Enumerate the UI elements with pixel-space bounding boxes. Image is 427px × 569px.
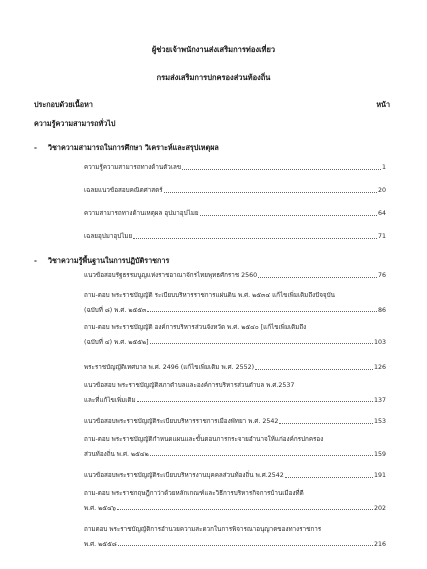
document-subtitle: กรมส่งเสริมการปกครองส่วนท้องถิ่น <box>156 73 271 82</box>
toc-entry-page: 103 <box>373 338 386 346</box>
leader-dots <box>255 369 373 370</box>
toc-entry-page: 76 <box>377 272 386 279</box>
toc-entry-page: 1 <box>381 164 386 171</box>
toc-entry-title-cont: ส่วนท้องถิ่น พ.ศ. ๒๕๔๒ <box>84 450 149 458</box>
subsection-public-admin <box>34 256 169 267</box>
toc-entry[interactable] <box>84 324 386 346</box>
toc-entry[interactable] <box>84 364 386 372</box>
toc-entry-title: แนวข้อสอบพระราชบัญญัติระเบียบบริหารงานบุคคลส่วนท้องถิ่น พ.ศ.2542 <box>84 472 284 479</box>
leader-dots <box>118 545 373 546</box>
toc-entry-page: 153 <box>373 418 386 425</box>
leader-dots <box>137 401 373 402</box>
leader-dots <box>117 509 373 510</box>
toc-entry[interactable] <box>84 490 386 512</box>
toc-entry-title: ถาม-ตอบ พระราชกฤษฎีกาว่าด้วยหลักเกณฑ์และวิธีการบริหารกิจการบ้านเมืองที่ดี <box>84 490 304 497</box>
toc-entry[interactable] <box>84 210 386 218</box>
contents-header <box>34 100 390 111</box>
document-title: ผู้ช่วยเจ้าพนักงานส่งเสริมการท่องเที่ยว <box>151 45 276 54</box>
leader-dots <box>147 311 377 312</box>
toc-entry-title-cont: (ฉบับที่ ๘) พ.ศ. ๒๕๕๓ <box>84 306 147 314</box>
toc-entry-title: แนวข้อสอบรัฐธรรมนูญแห่งราชอาณาจักรไทยพุทธศักราช 2560 <box>84 272 258 279</box>
toc-entry-title: ความรู้ความสามารถทางด้านตัวเลข <box>84 164 182 171</box>
toc-entry-title: แนวข้อสอบ พระราชบัญญัติสภาตำบลและองค์การบริหารส่วนตำบล พ.ศ.2537 <box>84 382 295 389</box>
leader-dots <box>133 238 377 239</box>
toc-entry-page: 191 <box>373 472 386 479</box>
toc-entry-page: 71 <box>377 233 386 240</box>
bullet: - <box>34 256 37 265</box>
leader-dots <box>200 215 377 216</box>
toc-entry-page: 202 <box>373 504 386 512</box>
subsection-analysis-label: วิชาความสามารถในการศึกษา วิเคราะห์และสรุปเหตุผล <box>48 143 219 152</box>
toc-entry-title-cont: และที่แก้ไขเพิ่มเติม <box>84 396 136 404</box>
toc-entry-title: เฉลยแนวข้อสอบคณิตศาสตร์ <box>84 187 163 194</box>
toc-entry-page: 20 <box>377 187 386 194</box>
toc-entry-title: ถาม-ตอบ พระราชบัญญัติ ระเบียบบริหารราชการแผ่นดิน พ.ศ. ๒๕๓๔ แก้ไขเพิ่มเติมถึงปัจจุบัน <box>84 292 335 299</box>
toc-entry-page: 159 <box>373 450 386 458</box>
toc-entry[interactable] <box>84 436 386 458</box>
toc-entry-page: 137 <box>373 396 386 404</box>
toc-entry-page: 64 <box>377 210 386 217</box>
leader-dots <box>150 455 373 456</box>
toc-entry-title-cont: พ.ศ. ๒๕๔๖ <box>84 504 116 512</box>
leader-dots <box>150 343 373 344</box>
toc-entry-title-cont: พ.ศ. ๒๕๕๘ <box>84 540 117 548</box>
toc-entry-page: 126 <box>373 364 386 371</box>
page-column-label: หน้า <box>376 100 390 109</box>
leader-dots <box>258 277 377 278</box>
toc-entry-title: ความสามารถทางด้านเหตุผล อุปมาอุปไมย <box>84 210 199 217</box>
toc-entry[interactable] <box>84 292 386 314</box>
toc-entry-title: ถาม-ตอบ พระราชบัญญัติกำหนดแผนและขั้นตอนการกระจายอำนาจให้แก่องค์กรปกครอง <box>84 436 324 443</box>
section-general: ความรู้ความสามารถทั่วไป <box>34 119 116 128</box>
toc-entry[interactable] <box>84 418 386 426</box>
toc-entry[interactable] <box>84 164 386 172</box>
leader-dots <box>285 477 373 478</box>
toc-entry-title: ถามตอบ พระราชบัญญัติการอำนวยความสะดวกในการพิจารณาอนุญาตของทางราชการ <box>84 526 322 533</box>
bullet: - <box>34 143 37 152</box>
toc-entry-title: แนวข้อสอบพระราชบัญญัติระเบียบบริหารราชการเมืองพัทยา พ.ศ. 2542 <box>84 418 279 425</box>
contents-label: ประกอบด้วยเนื้อหา <box>34 100 93 109</box>
subsection-analysis <box>34 143 219 154</box>
leader-dots <box>279 423 373 424</box>
subsection-public-admin-label: วิชาความรู้พื้นฐานในการปฏิบัติราชการ <box>48 256 170 265</box>
toc-entry-title: ถาม-ตอบ พระราชบัญญัติ องค์การบริหารส่วนจังหวัด พ.ศ. ๒๕๔๐ [แก้ไขเพิ่มเติมถึง <box>84 324 307 331</box>
toc-entry[interactable] <box>84 472 386 480</box>
toc-entry[interactable] <box>84 272 386 280</box>
toc-entry[interactable] <box>84 526 386 548</box>
toc-entry-title: พระราชบัญญัติเทศบาล พ.ศ. 2496 (แก้ไขเพิ่มเติม พ.ศ. 2552) <box>84 364 255 371</box>
leader-dots <box>164 192 377 193</box>
toc-entry-page: 86 <box>377 306 386 314</box>
toc-entry[interactable] <box>84 187 386 195</box>
toc-entry-page: 216 <box>373 540 386 548</box>
toc-entry-title-cont: (ฉบับที่ ๔) พ.ศ. ๒๕๕๒] <box>84 338 149 346</box>
toc-entry[interactable] <box>84 233 386 241</box>
toc-entry[interactable] <box>84 382 386 404</box>
leader-dots <box>182 169 381 170</box>
toc-entry-title: เฉลยอุปมาอุปไมย <box>84 233 133 240</box>
